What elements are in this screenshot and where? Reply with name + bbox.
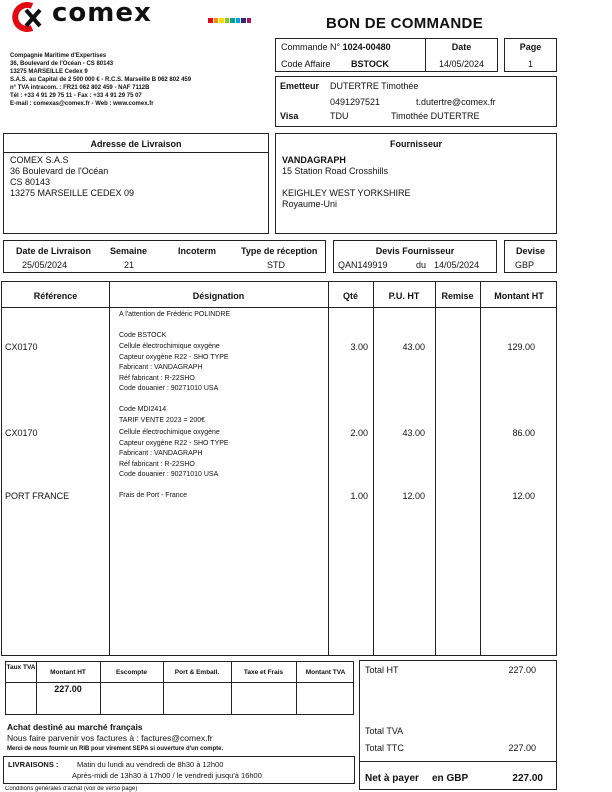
invoice-note: Nous faire parvenir vos factures à : factures@comex.fr [7,733,213,743]
row-amount: 129.00 [507,342,535,352]
reception-type-label: Type de réception [241,246,318,256]
visa-code: TDU [330,111,349,121]
company-line: n° TVA intracom. : FR21 062 802 459 - NAF 7112B [10,85,150,91]
row-amount: 86.00 [512,428,535,438]
supplier-name: VANDAGRAPH [282,155,346,165]
total-ht: 227.00 [508,665,536,675]
totals-box [359,660,557,790]
company-line: Tél : +33 4 91 29 75 11 - Fax : +33 4 91 29 75 07 [10,93,142,99]
delivery-date-label: Date de Livraison [16,246,92,256]
tax-col-shipping: Port & Emball. [174,669,220,676]
row-unit-price: 12.00 [402,491,425,501]
emetteur-label: Emetteur [280,81,320,91]
col-discount: Remise [441,291,474,301]
supplier-quote-box [333,240,497,273]
table-row-pre: Code MDI2414 TARIF VENTE 2023 = 200€ [119,406,206,424]
supplier-title: Fournisseur [389,139,442,149]
delivery-terms-box [3,240,326,273]
visa-label: Visa [280,111,299,121]
document-title: BON DE COMMANDE [326,15,483,32]
brand-color-square [236,18,241,23]
affaire-label: Code Affaire [281,59,331,69]
emetteur-phone: 0491297521 [330,97,381,107]
comex-logo-mark-icon [10,2,46,32]
delivery-line: COMEX S.A.S [10,155,69,165]
row-qty: 2.00 [350,428,368,438]
brand-color-square [241,18,246,23]
attention-note: A l'attention de Frédéric POLINDRE [119,311,231,318]
company-logo [10,2,250,32]
row-unit-price: 43.00 [402,342,425,352]
reception-type: STD [267,260,285,270]
supplier-line: KEIGHLEY WEST YORKSHIRE [282,188,411,198]
emetteur-box [275,76,557,127]
company-line: 13275 MARSEILLE Cedex 9 [10,69,88,75]
market-note: Achat destiné au marché français [7,722,143,732]
brand-color-square [247,18,252,23]
tax-col-discount: Escompte [115,669,148,676]
currency-value: GBP [515,260,535,270]
affaire-code: BSTOCK [351,59,389,69]
page-box [504,38,557,72]
row-qty: 3.00 [350,342,368,352]
tax-col-amount-ht: Montant HT [50,669,86,676]
delivery-line: 36 Boulevard de l'Océan [10,166,109,176]
quote-label: Devis Fournisseur [375,246,455,256]
table-row-desc: Cellule électrochimique oxygène Capteur oxygène R22 - SHO TYPE Fabricant : VANDAGRAPH Réf fabricant : R-22SHO Code douanier : 90271010 USA [119,429,229,478]
company-line: 36, Boulevard de l'Océan - CS 80143 [10,61,114,67]
quote-du: du [416,260,427,270]
order-number: 1024-00480 [342,42,391,52]
order-lines-table [1,281,557,656]
table-row-pre: Code BSTOCK [119,332,167,339]
row-reference: CX0170 [5,428,38,438]
net-currency: en GBP [432,773,469,784]
order-number-label: Commande N° [281,42,341,52]
col-reference: Référence [33,291,78,301]
week-number: 21 [124,260,135,270]
col-designation: Désignation [192,291,245,301]
delivery-line: 13275 MARSEILLE CEDEX 09 [10,188,135,198]
row-amount: 12.00 [512,491,535,501]
row-unit-price: 43.00 [402,428,425,438]
brand-color-square [214,18,219,23]
table-row-desc: Frais de Port - France [119,492,188,499]
col-qty: Qté [342,291,358,301]
row-reference: PORT FRANCE [5,491,70,501]
order-date-box [425,38,498,72]
company-line: E-mail : comexas@comex.fr - Web : www.comex.fr [10,101,154,107]
supplier-line: 15 Station Road Crosshills [282,166,389,176]
company-info [10,52,270,108]
order-date: 14/05/2024 [438,59,485,69]
rib-note: Merci de nous fournir un RIB pour virement SEPA si ouverture d'un compte. [7,746,224,752]
delivery-title: Adresse de Livraison [90,139,182,149]
week-label: Semaine [110,246,148,256]
emetteur-email[interactable]: t.dutertre@comex.fr [416,97,496,107]
tax-table [5,661,354,715]
currency-label: Devise [515,246,546,256]
delivery-hours-box [3,756,355,784]
logo-color-squares [208,18,252,24]
delivery-hours-afternoon: Après-midi de 13h30 à 17h00 / le vendredi jusqu'à 16h00 [72,771,262,780]
company-line: S.A.S. au Capital de 2 500 000 € - R.C.S. Marseille B 062 802 459 [10,77,192,83]
date-label: Date [451,42,472,52]
emetteur-name: DUTERTRE Timothée [330,81,419,91]
brand-color-square [208,18,213,23]
visa-name: Timothée DUTERTRE [391,111,480,121]
logo-wordmark: comex [52,0,152,28]
tax-amount-ht: 227.00 [54,684,82,694]
company-line: Compagnie Maritime d'Expertises [10,53,107,59]
currency-box [504,240,557,273]
delivery-hours-morning: Matin du lundi au vendredi de 8h30 à 12h00 [77,760,224,769]
supplier-line: Royaume-Uni [282,199,338,209]
delivery-hours-label: LIVRAISONS : [8,760,59,769]
tax-col-rate: Taux TVA [6,664,36,671]
quote-date: 14/05/2024 [434,260,480,270]
total-tva-label: Total TVA [365,726,404,736]
order-number-box [275,38,426,72]
tax-col-fees: Taxe et Frais [243,669,284,676]
tax-col-vat-amount: Montant TVA [305,669,346,676]
page-label: Page [519,42,542,52]
total-ht-label: Total HT [365,665,399,675]
delivery-address-box [3,133,269,234]
table-row-desc: Cellule électrochimique oxygène Capteur oxygène R22 - SHO TYPE Fabricant : VANDAGRAPH Réf fabricant : R-22SHO Code douanier : 90271010 USA [119,343,229,392]
net-to-pay-label: Net à payer [365,773,419,784]
conditions-note: Conditions générales d'achat (voir de verso page) [5,786,138,792]
net-to-pay: 227.00 [512,773,543,784]
total-ttc-label: Total TTC [365,743,404,753]
brand-color-square [225,18,230,23]
delivery-line: CS 80143 [10,177,51,187]
incoterm-label: Incoterm [178,246,217,256]
delivery-date: 25/05/2024 [22,260,68,270]
supplier-box [275,133,557,234]
row-qty: 1.00 [350,491,368,501]
col-unit-price: P.U. HT [388,291,420,301]
brand-color-square [219,18,224,23]
total-ttc: 227.00 [508,743,536,753]
col-amount: Montant HT [494,291,544,301]
row-reference: CX0170 [5,342,38,352]
quote-number: QAN149919 [338,260,388,270]
page-number: 1 [527,59,533,69]
brand-color-square [230,18,235,23]
